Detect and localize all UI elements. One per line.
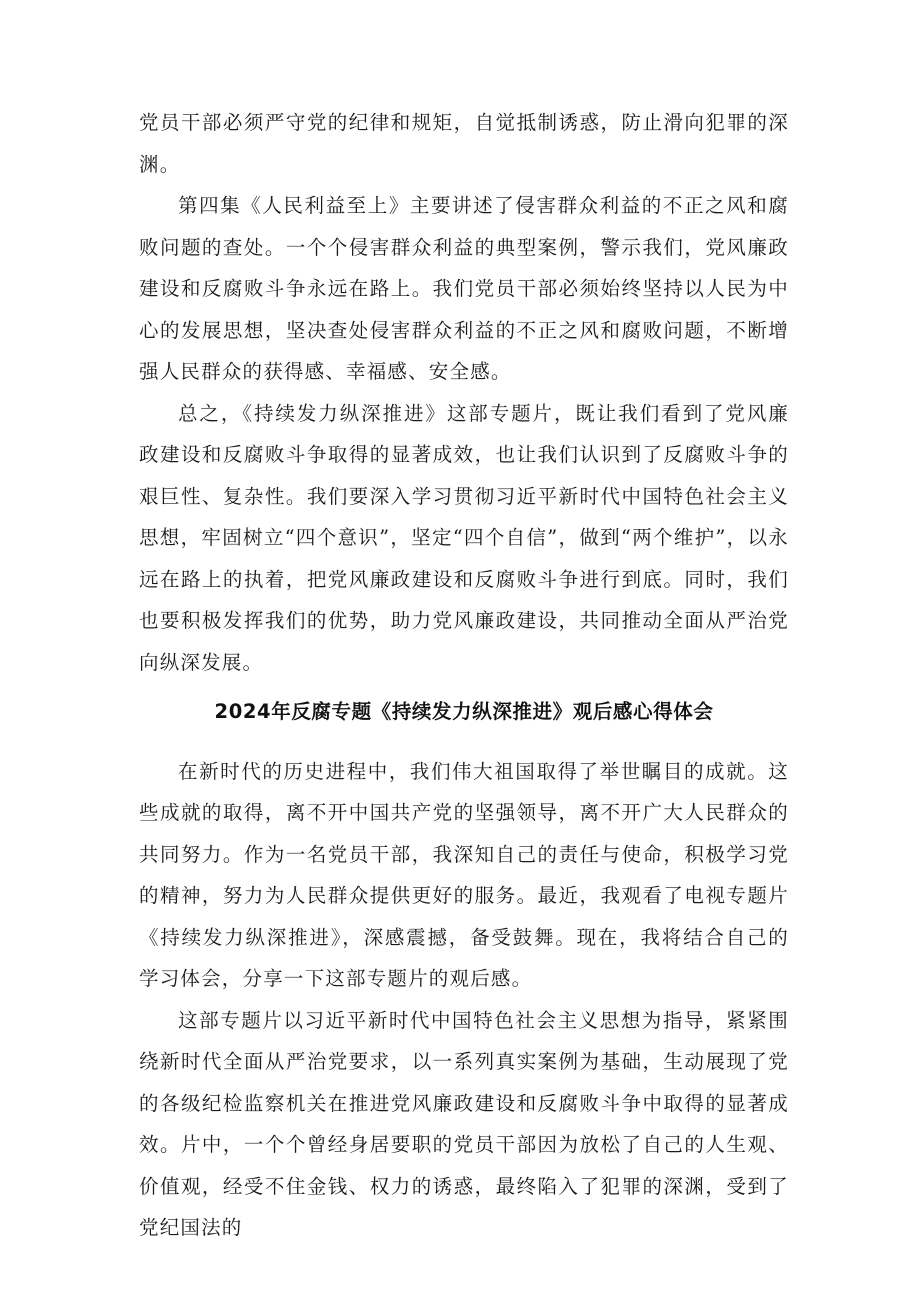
document-body — [139, 102, 789, 1249]
heading-year: 2024 — [214, 700, 272, 723]
paragraph-continued: 党员干部必须严守党的纪律和规矩，自觉抵制诱惑，防止滑向犯罪的深渊。 — [139, 111, 789, 176]
paragraph-film-description: 这部专题片以习近平新时代中国特色社会主义思想为指导，紧紧围绕新时代全面从严治党要求，以一系列真实案例为基础，生动展现了党的各级纪检监察机关在推进党风廉政建设和反腐败斗争中取得的显著成效。片中，一个个曾经身居要职的党员干部因为放松了自己的人生观、价值观，经受不住金钱、权力的诱惑，最终陷入了犯罪的深渊，受到了党纪国法的 — [139, 1008, 789, 1239]
heading-title: 年反腐专题《持续发力纵深推进》观后感心得体会 — [271, 700, 714, 723]
section-heading — [139, 691, 789, 733]
paragraph-intro: 在新时代的历史进程中，我们伟大祖国取得了举世瞩目的成就。这些成就的取得，离不开中国共产党的坚强领导，离不开广大人民群众的共同努力。作为一名党员干部，我深知自己的责任与使命，积极学习党的精神，努力为人民群众提供更好的服务。最近，我观看了电视专题片《持续发力纵深推进》，深感震撼，备受鼓舞。现在，我将结合自己的学习体会，分享一下这部专题片的观后感。 — [139, 759, 789, 990]
paragraph-conclusion: 总之，《持续发力纵深推进》这部专题片，既让我们看到了党风廉政建设和反腐败斗争取得的显著成效，也让我们认识到了反腐败斗争的艰巨性、复杂性。我们要深入学习贯彻习近平新时代中国特色社会主义思想，牢固树立“四个意识”，坚定“四个自信”，做到“两个维护”，以永远在路上的执着，把党风廉政建设和反腐败斗争进行到底。同时，我们也要积极发挥我们的优势，助力党风廉政建设，共同推动全面从严治党向纵深发展。 — [139, 401, 789, 674]
paragraph-episode-four: 第四集《人民利益至上》主要讲述了侵害群众利益的不正之风和腐败问题的查处。一个个侵害群众利益的典型案例，警示我们，党风廉政建设和反腐败斗争永远在路上。我们党员干部必须始终坚持以人民为中心的发展思想，坚决查处侵害群众利益的不正之风和腐败问题，不断增强人民群众的获得感、幸福感、安全感。 — [139, 194, 789, 383]
